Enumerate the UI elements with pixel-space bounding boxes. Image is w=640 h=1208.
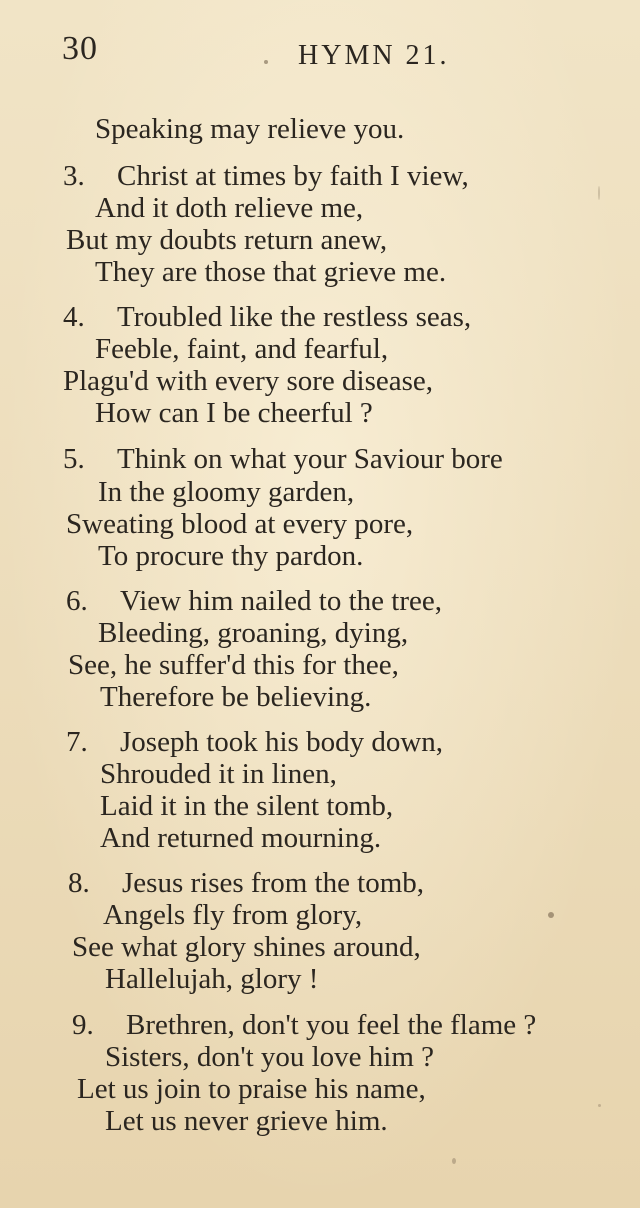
hymn-title: HYMN 21. (298, 40, 450, 71)
verse-line: And it doth relieve me, (95, 192, 364, 224)
paper-speck (548, 912, 554, 918)
paper-speck (264, 60, 268, 64)
verse-line: View him nailed to the tree, (120, 585, 442, 617)
verse-number: 5. (63, 443, 85, 475)
verse-line: In the gloomy garden, (98, 476, 355, 508)
verse-line: Jesus rises from the tomb, (122, 867, 425, 899)
verse-line: Sisters, don't you love him ? (105, 1041, 435, 1073)
verse-line: How can I be cheerful ? (95, 397, 373, 429)
verse-line: Plagu'd with every sore disease, (63, 365, 434, 397)
verse-line: Joseph took his body down, (120, 726, 444, 758)
verse-first-line (63, 162, 469, 191)
verse-first-line (63, 445, 503, 474)
verse-line: Shrouded it in linen, (100, 758, 337, 790)
verse-first-line (63, 303, 471, 332)
verse-number: 3. (63, 160, 85, 192)
verse-line: But my doubts return anew, (66, 224, 388, 256)
verse-number: 4. (63, 301, 85, 333)
verse-line: They are those that grieve me. (95, 256, 447, 288)
verse-line: Troubled like the restless seas, (117, 301, 472, 333)
verse-first-line (66, 728, 443, 757)
verse-number: 9. (72, 1009, 94, 1041)
verse-line: Bleeding, groaning, dying, (98, 617, 409, 649)
verse-line: Therefore be believing. (100, 681, 372, 713)
verse-line: Laid it in the silent tomb, (100, 790, 394, 822)
verse-line: Hallelujah, glory ! (105, 963, 319, 995)
verse-line: Christ at times by faith I view, (117, 160, 469, 192)
paper-speck (452, 1158, 456, 1164)
verse-line: Feeble, faint, and fearful, (95, 333, 389, 365)
verse-line: See what glory shines around, (72, 931, 421, 963)
verse-line: Think on what your Saviour bore (117, 443, 503, 475)
verse-line: Sweating blood at every pore, (66, 508, 414, 540)
verse-number: 7. (66, 726, 88, 758)
verse-first-line (68, 869, 424, 898)
verse-line: Brethren, don't you feel the flame ? (126, 1009, 537, 1041)
paper-speck (598, 1104, 601, 1107)
verse-line: Let us never grieve him. (105, 1105, 388, 1137)
verse-number: 6. (66, 585, 88, 617)
paper-speck (598, 186, 600, 200)
verse-line: Angels fly from glory, (103, 899, 363, 931)
verse-line: To procure thy pardon. (98, 540, 364, 572)
carryover-line: Speaking may relieve you. (95, 113, 405, 145)
verse-line: Let us join to praise his name, (77, 1073, 426, 1105)
verse-line: See, he suffer'd this for thee, (68, 649, 399, 681)
verse-line: And returned mourning. (100, 822, 382, 854)
verse-first-line (66, 587, 442, 616)
verse-number: 8. (68, 867, 90, 899)
page-number: 30 (62, 30, 98, 67)
verse-first-line (72, 1011, 536, 1040)
